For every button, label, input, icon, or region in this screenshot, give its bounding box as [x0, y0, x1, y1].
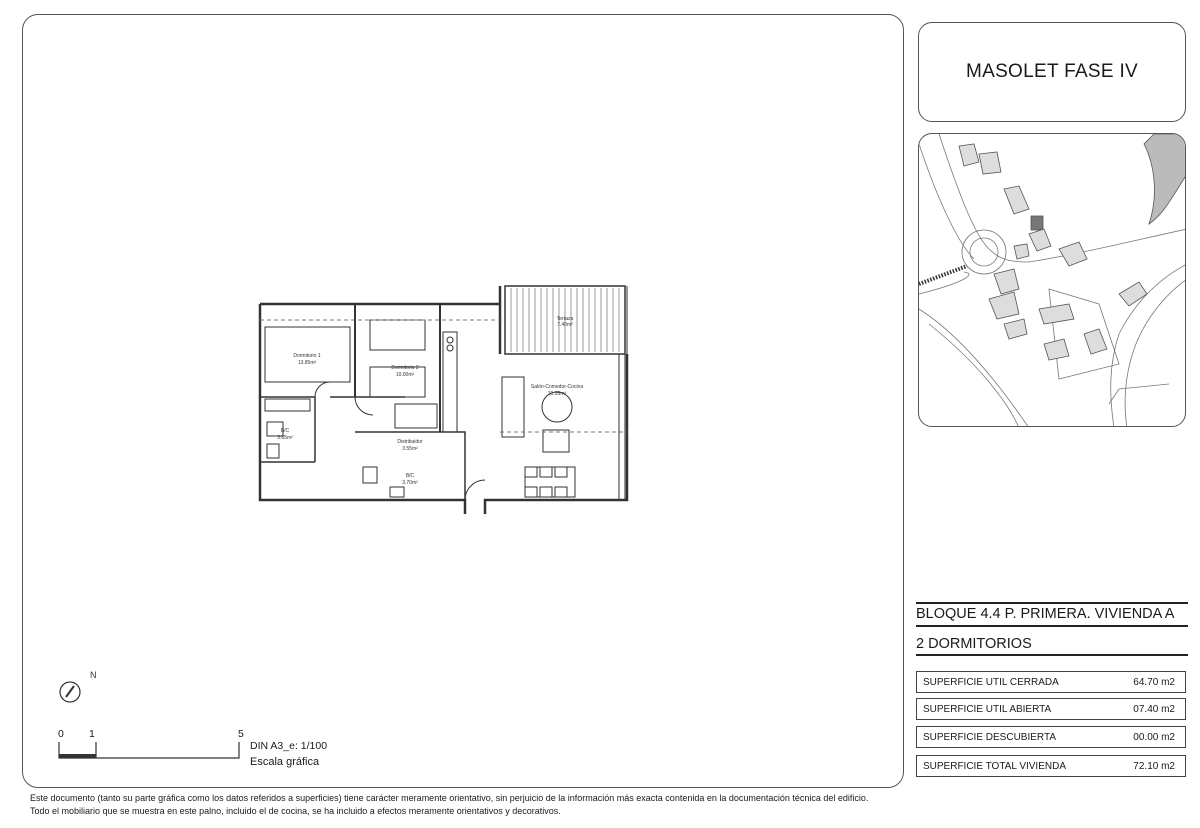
room-label-bano-2: B/C: [405, 473, 415, 479]
north-arrow-icon: [58, 670, 108, 710]
surface-value: 07.40 m2: [1133, 703, 1175, 715]
surface-row: [916, 726, 1186, 748]
room-label-bano-1: B/C: [280, 428, 290, 434]
room-area-dormitorio-1: 13.85m²: [297, 360, 317, 366]
surface-row: [916, 671, 1186, 693]
room-area-dormitorio-2: 10.00m²: [395, 372, 415, 378]
scale-caption: Escala gráfica: [250, 756, 320, 768]
surface-value: 64.70 m2: [1133, 676, 1175, 688]
project-title: MASOLET FASE IV: [965, 61, 1139, 82]
unit-dormitorios: 2 DORMITORIOS: [916, 636, 1188, 656]
site-map-drawing: [919, 134, 1186, 427]
project-title-box: [918, 22, 1186, 122]
room-area-bano-2: 3.70m²: [402, 480, 418, 486]
unit-bloque: BLOQUE 4.4 P. PRIMERA. VIVIENDA A: [916, 606, 1188, 627]
scale-mark-0: 0: [58, 728, 64, 740]
info-top-rule: [916, 602, 1188, 604]
room-label-dormitorio-1: Dormitorio 1: [293, 353, 321, 359]
scale-din: DIN A3_e: 1/100: [250, 740, 328, 752]
disclaimer-line-2: Todo el mobiliario que se muestra en este palno, incluido el de cocina, se ha incluido a efectos meramente orientativos y decorativos.: [30, 806, 561, 816]
scale-mark-5: 5: [238, 728, 244, 740]
north-label: N: [90, 670, 97, 680]
scale-bar: [56, 738, 241, 764]
surface-label: SUPERFICIE TOTAL VIVIENDA: [923, 760, 1066, 772]
site-map: [918, 133, 1186, 427]
room-label-terraza: Terraza: [556, 316, 574, 322]
surface-row: [916, 698, 1186, 720]
surface-label: SUPERFICIE DESCUBIERTA: [923, 731, 1056, 743]
surface-value: 00.00 m2: [1133, 731, 1175, 743]
room-area-distribuidor: 3.55m²: [402, 446, 418, 452]
scale-mark-1: 1: [89, 728, 95, 740]
room-area-terraza: 7.40m²: [557, 322, 573, 328]
room-label-salon: Salón-Comedor-Cocina: [530, 384, 584, 390]
surface-label: SUPERFICIE UTIL ABIERTA: [923, 703, 1052, 715]
room-label-dormitorio-2: Dormitorio 2: [391, 365, 419, 371]
room-area-bano-1: 3.65m²: [277, 435, 293, 441]
surface-row: [916, 755, 1186, 777]
surface-label: SUPERFICIE UTIL CERRADA: [923, 676, 1059, 688]
floor-plan: [255, 282, 635, 522]
surface-value: 72.10 m2: [1133, 760, 1175, 772]
room-label-distribuidor: Distribuidor: [397, 439, 423, 445]
room-area-salon: 31.95m²: [547, 391, 567, 397]
disclaimer-line-1: Este documento (tanto su parte gráfica como los datos referidos a superficies) tiene carácter meramente orientativo, sin perjuicio de la información más exacta contenida en la documentación técnica del edificio.: [30, 793, 869, 803]
